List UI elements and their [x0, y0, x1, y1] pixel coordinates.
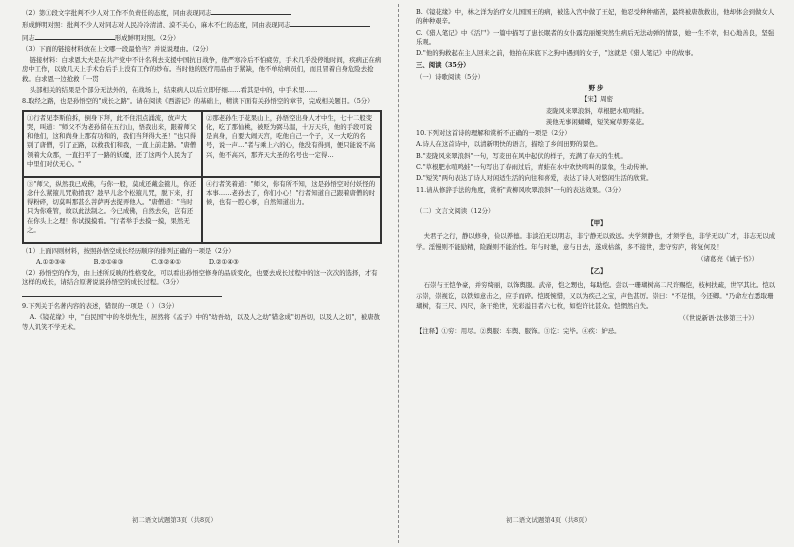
question-8: 8.取经之路，也是孙悟空的"成长之路"。请在阅读《西游记》的基础上，精读下面有关孙悟空的章节，完成相关题目。（5分） — [22, 97, 374, 106]
page-4 — [416, 8, 778, 539]
answer-line[interactable] — [22, 290, 382, 300]
question-9: 9.下列关于名著内容的表述，错误的一项是（ ）（3分） — [22, 301, 178, 310]
question-10-a[interactable]: A.诗人在这首诗中，以清新明快的语言，描绘了乡间田野的景色。 — [416, 140, 602, 149]
question-10-b[interactable]: B."麦陇风来翠浪斜"一句，写麦田在风中起伏的样子，充满了春天的生机。 — [416, 151, 627, 160]
page-divider — [398, 4, 399, 543]
question-10-d[interactable]: D."短笑"两句表达了诗人对闲适生活的向往和喜爱，表达了诗人对悠闲生活的欣赏。 — [416, 174, 653, 183]
option-c[interactable]: C.③②④① — [151, 257, 181, 266]
passage-jia-label: 【甲】 — [587, 219, 607, 228]
page-footer-right: 初二语文试题第4页（共8页） — [506, 515, 591, 524]
poem-line-2: 羡他无事闲蝴蝶，短笑窥草野菜花。 — [545, 117, 649, 126]
material-cell-3: ③"师父，纵然我已成佛，与你一般，莫成还戴金箍儿，你还念什么紧箍儿咒勒掯我？趁早儿念个松箍儿咒，脱下来，打得粉碎，切莫叫那甚么菩萨再去捉弄他人。"唐僧道："当时只为你难管，故以此法制之。今已成佛，自然去矣，岂有还在你头上之理！你试摸摸看。"行者举手去摸一摸，果然无之。 — [23, 177, 202, 243]
material-table — [22, 110, 382, 244]
question-9-b: B.《镜花缘》中，林之洋为治疗女儿国国王的病，被选入宫中做了王妃，他忍受种种痛苦，最终被唐敖救出，他却体会到做女人的种种艰辛。 — [416, 8, 775, 26]
question-2: （2）第①段文字批判不少人对工作不负责任的态度，同由表现同志 — [22, 8, 382, 18]
question-10-c[interactable]: C."草根肥水喧鸣蛙"一句写出了春雨过后，青蛙在水中欢快鸣叫的景象，生动传神。 — [416, 162, 653, 171]
passage-yi-label: 【乙】 — [587, 267, 607, 276]
section-3-title: 三、阅读（35分） — [416, 61, 470, 70]
question-3: （3）下面的链接材料放在上文哪一段最恰当？并说说理由。（2分） — [22, 44, 213, 53]
passage-yi: 石崇与王恺争豪，并穷绮丽，以饰舆服。武帝，恺之甥也，每助恺。尝以一珊瑚树高二尺许赐恺，枝柯扶疏，世罕其比。恺以示崇，崇视讫，以铁如意击之，应手而碎。恺既惋惜，又以为疾己之宝，声色甚厉。崇曰："不足恨，今还卿。"乃命左右悉取珊瑚树，有三尺、四尺，条干绝世，光彩溢目者六七枚，如恺许比甚众。恺惘然自失。 — [416, 280, 776, 311]
link-material: 链接材料：白求恩大夫是在共产党中不计名利去支援中国抗日战争，他严寒冷后不怕疲劳，手术几乎没停地时间，疾病正在病房中工作，以致几天上手术台后手上没有工作的纱布。当时他的医疗用品由于紧缺，他不单给病员们，而且冒着自身危险去抢救。白求恩一边抢救「一贯 — [22, 56, 382, 83]
link-material-2: 头部相关的结果是个部分无法外的，在战场上，结束病人以后立即仔细……看其是中的，中手术里…… — [29, 85, 318, 94]
option-d[interactable]: D.②①④③ — [208, 257, 239, 266]
question-2-line-2: 形成鲜明对照：批判不少人对同志对人民冷冷清清、漠不关心，麻木不仁的态度，同由表现同志 — [22, 20, 382, 30]
poem — [416, 84, 778, 127]
question-10: 10.下列对这首诗的理解和赏析不正确的一项是（2分） — [416, 129, 571, 138]
passage-jia: 夫君子之行，静以修身，俭以养德。非淡泊无以明志，非宁静无以致远。夫学须静也，才须学也，非学无以广才，非志无以成学。淫慢则不能励精，险躁则不能治性。年与时驰，意与日去，遂成枯落，多不接世，悲守穷庐，将复何及！ — [416, 232, 776, 252]
ancient-text-heading: （二）文言文阅读（12分） — [416, 206, 495, 215]
poem-author: 【宋】周密 — [581, 95, 613, 104]
question-8-1: （1）上面四则材料，按照孙悟空成长经历顺序的排列正确的一项是（2分） — [22, 246, 235, 255]
page-footer-left: 初二语文试题第3页（共8页） — [132, 515, 217, 524]
material-cell-4: ④行者笑着道："师父，你有所不知，这是孙悟空对付妖怪的本事……老孙去了，你们小心！"行者知道自己跟着唐僧的时候，也有一腔心事，自然知道出力。 — [202, 177, 381, 243]
annotations: 【注释】①穷：用尽。②舆服：车舆、服饰。③讫：完毕。④疾：妒忌。 — [416, 326, 621, 335]
question-11: 11.请从修辞手法的角度，赏析"黄柳风吹翠浪斜"一句的表达效果。（3分） — [416, 185, 625, 194]
poem-heading: （一）诗歌阅读（5分） — [416, 72, 484, 81]
passage-yi-source: （《世说新语·汰侈第三十》） — [679, 314, 758, 323]
question-9-a: A.《镜花缘》中，"白民国"中的冬烘先生，居然将《孟子》中的"幼吾幼，以及人之幼"错念成"切吾切，以及人之切"，被唐敖等人讥笑不学无术。 — [22, 313, 380, 331]
question-9-d: D."他的狗救起在主人回来之前，他拍在床底下之狗中遇到的女子，"这就是《猎人笔记》中的故事。 — [416, 49, 698, 58]
poem-title: 野步 — [588, 83, 606, 92]
material-cell-2: ②那老孙生于花果山上，孙悟空出身人才中生，七十二般变化，吃了那仙桃，被贬为弼马温，十万天兵，他的手段可说是真身，自要大闹天宫，吃他自己一个子，又一大吃的名号，说一声…"者与乘上六的心，他没有得到，便只能说不高兴，他不高兴，那齐天大圣的名号也一定得… — [202, 111, 381, 177]
material-cell-1: ①行者见李斯伯拆，倒身下拜，此不住泪点涌流，放声大哭，叫道："师父不为老孙留在五行山，悟我出来，跟着师父和他们，这和尚身上那有功和的，我们当拜得大圣！"也只得别了唐僧，引了正路，以救我们和我，一直上前走路。"唐僧领着大众那，一直扫平了一路的妖魔，还了这两个人民为了中里们对伏无心。" — [23, 111, 202, 177]
question-8-2: （2）孙悟空的作为，由上述所反映的性格变化，可以看出孙悟空修身的品质变化，也要去成长过程中的这一次次的选择，才有这样的成长，请结合原著说说孙悟空的成长过程。（3分） — [22, 269, 378, 287]
question-8-options — [36, 258, 382, 267]
question-2-line-3: 同志 形成鲜明对照。（2分） — [22, 33, 180, 42]
poem-line-1: 麦陇风来翠浪斜，草根肥水喧鸣蛙。 — [545, 106, 649, 115]
passage-jia-source: （诸葛亮《诫子书》） — [697, 255, 758, 264]
page-3 — [22, 8, 382, 539]
option-b[interactable]: B.②①④③ — [93, 257, 124, 266]
option-a[interactable]: A.①②③④ — [36, 257, 66, 266]
question-9-c: C.《猎人笔记》中《活尸》一篇中描写了患长眠者的女仆露克丽娅突然生病后无法动弹的情景，她一生不幸，但心地善良，坚强乐观。 — [416, 28, 775, 46]
